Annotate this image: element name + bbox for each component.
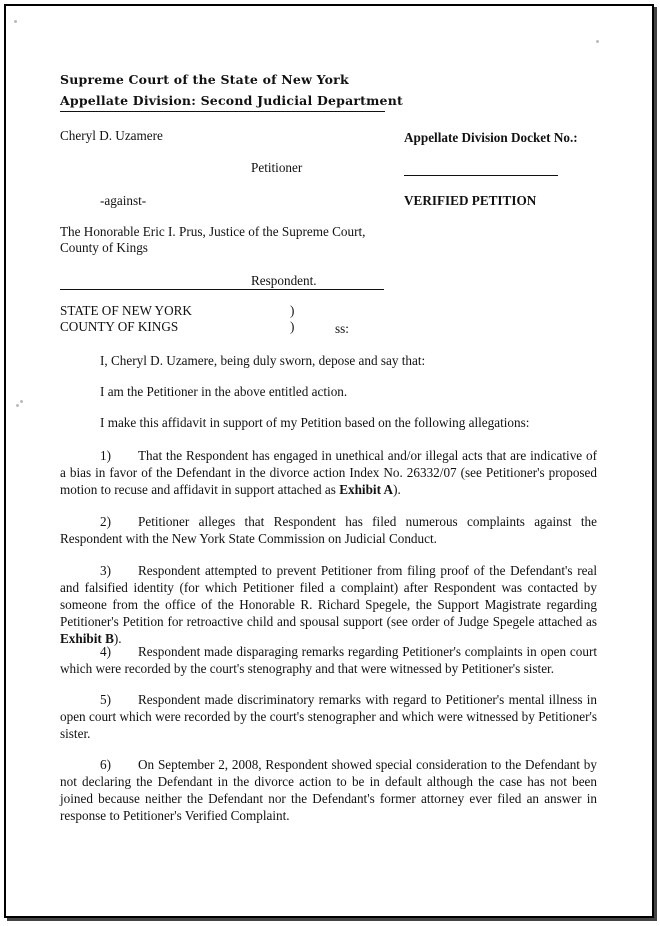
- scan-speck: [14, 20, 17, 23]
- allegation-3: 3) Respondent attempted to prevent Petitioner from filing proof of the Defendant's real and falsified identity (for which Petitioner filed a complaint) after Respondent was contacted by someone from the office of the Honorable R. Richard Spegele, the Support Magistrate regarding Petitioner's Petition for retroactive child and spousal support (see order of Judge Spegele attached as Exhibit B).: [60, 563, 597, 646]
- respondent-line-2: County of Kings: [60, 240, 148, 255]
- petitioner-name: Cheryl D. Uzamere: [60, 128, 163, 143]
- scan-speck: [20, 400, 23, 403]
- court-name: Supreme Court of the State of New York: [60, 72, 349, 87]
- allegation-6: 6) On September 2, 2008, Respondent showed special consideration to the Defendant by not declaring the Defendant in the divorce action to be in default although the case has not been joined because neither the Defendant nor the Defendant's former attorney ever filed an answer in response to Petitioner's Verified Complaint.: [60, 757, 597, 823]
- scan-speck: [596, 40, 599, 43]
- header-underline: [60, 111, 385, 112]
- venue-ss: ss:: [335, 321, 349, 336]
- venue-paren-2: ): [290, 319, 295, 334]
- petitioner-statement: I am the Petitioner in the above entitled action.: [100, 384, 348, 399]
- allegation-4: 4) Respondent made disparaging remarks regarding Petitioner's complaints in open court which were recorded by the court's stenography and that were witnessed by Petitioner's sister.: [60, 644, 597, 676]
- respondent-role: Respondent.: [251, 273, 317, 288]
- venue-state: STATE OF NEW YORK: [60, 303, 192, 318]
- court-division: Appellate Division: Second Judicial Department: [60, 93, 403, 108]
- against-label: -against-: [100, 193, 147, 208]
- allegation-5: 5) Respondent made discriminatory remarks with regard to Petitioner's mental illness in open court which were recorded by the court's stenographer and which were witnessed by Petitioner's sister.: [60, 692, 597, 741]
- oath-statement: I, Cheryl D. Uzamere, being duly sworn, depose and say that:: [100, 353, 426, 368]
- allegation-2: 2) Petitioner alleges that Respondent has filed numerous complaints against the Respondent with the New York State Commission on Judicial Conduct.: [60, 514, 597, 546]
- respondent-line-1: The Honorable Eric I. Prus, Justice of the Supreme Court,: [60, 224, 366, 239]
- allegation-1: 1) That the Respondent has engaged in unethical and/or illegal acts that are indicative of a bias in favor of the Defendant in the divorce action Index No. 26332/07 (see Petitioner's proposed motion to recuse and affidavit in support attached as Exhibit A).: [60, 448, 597, 497]
- caption-underline: [60, 289, 384, 290]
- venue-county: COUNTY OF KINGS: [60, 319, 179, 334]
- affidavit-purpose: I make this affidavit in support of my Petition based on the following allegations:: [100, 415, 530, 430]
- docket-label: Appellate Division Docket No.:: [404, 130, 578, 145]
- venue-paren-1: ): [290, 303, 295, 318]
- document-type: VERIFIED PETITION: [404, 193, 537, 208]
- scan-speck: [16, 404, 19, 407]
- petitioner-role: Petitioner: [251, 160, 303, 175]
- docket-number-line: [404, 175, 558, 176]
